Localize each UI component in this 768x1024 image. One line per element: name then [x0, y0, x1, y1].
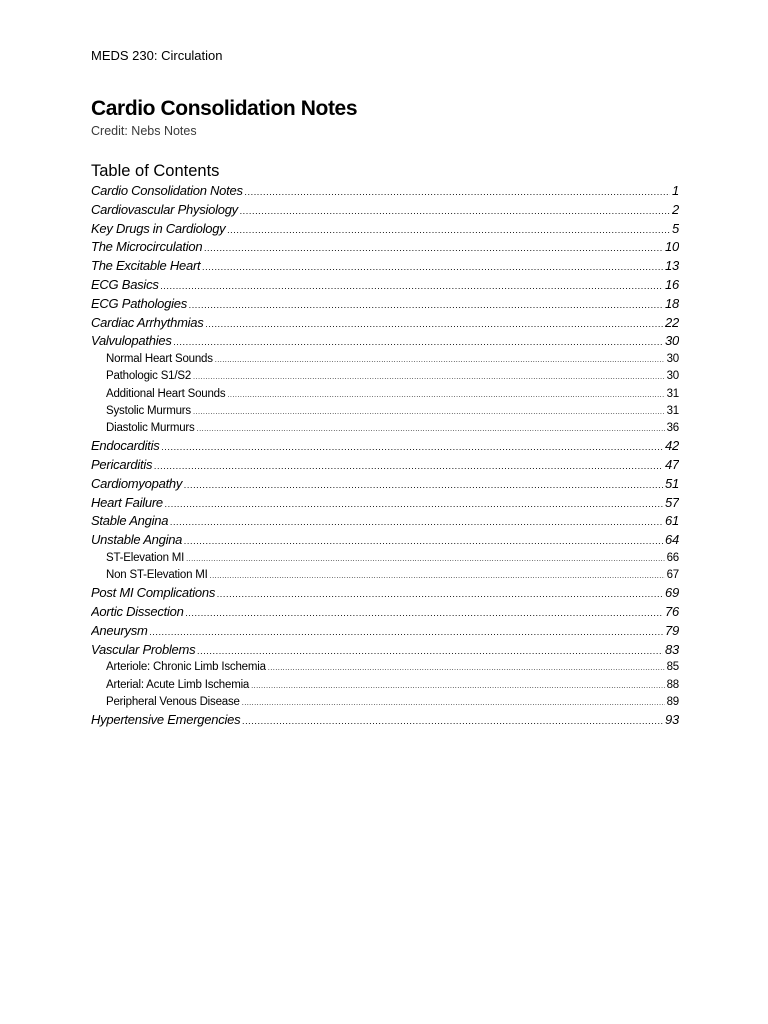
- toc-subentry[interactable]: [91, 677, 679, 694]
- dot-leader: [193, 403, 665, 420]
- toc-entry[interactable]: [91, 295, 679, 314]
- toc-entry-page-number: 30: [666, 353, 679, 366]
- dot-leader: [197, 642, 663, 660]
- toc-entry-title: Arterial: Acute Limb Ischemia: [106, 678, 250, 691]
- dot-leader: [227, 221, 670, 239]
- toc-subentry[interactable]: [91, 694, 679, 711]
- toc-subentry[interactable]: [91, 550, 679, 567]
- toc-entry-page-number: 30: [665, 333, 679, 349]
- toc-entry[interactable]: [91, 584, 679, 603]
- toc-entry-page-number: 69: [665, 585, 679, 601]
- toc-heading: Table of Contents: [91, 162, 220, 180]
- dot-leader: [245, 183, 670, 201]
- dot-leader: [161, 277, 663, 295]
- toc-subentry[interactable]: [91, 659, 679, 676]
- dot-leader: [206, 315, 664, 333]
- dot-leader: [215, 351, 665, 368]
- document-title: Cardio Consolidation Notes: [91, 97, 358, 120]
- dot-leader: [193, 368, 665, 385]
- dot-leader: [210, 567, 665, 584]
- toc-entry-page-number: 13: [665, 258, 679, 274]
- toc-entry-title: Additional Heart Sounds: [106, 387, 226, 400]
- dot-leader: [217, 585, 663, 603]
- toc-entry-title: Cardiomyopathy: [91, 475, 183, 491]
- toc-subentry[interactable]: [91, 368, 679, 385]
- toc-entry-title: Normal Heart Sounds: [106, 353, 213, 366]
- toc-entry[interactable]: [91, 437, 679, 456]
- toc-subentry[interactable]: [91, 567, 679, 584]
- toc-entry-title: Valvulopathies: [91, 333, 172, 349]
- toc-entry[interactable]: [91, 257, 679, 276]
- dot-leader: [240, 202, 670, 220]
- toc-subentry[interactable]: [91, 403, 679, 420]
- toc-entry[interactable]: [91, 332, 679, 351]
- toc-entry-title: ECG Basics: [91, 276, 159, 292]
- dot-leader: [186, 550, 664, 567]
- toc-entry-title: Endocarditis: [91, 438, 160, 454]
- toc-entry-page-number: 30: [666, 370, 679, 383]
- dot-leader: [170, 513, 663, 531]
- toc-entry-page-number: 67: [666, 569, 679, 582]
- toc-entry-page-number: 66: [666, 551, 679, 564]
- course-header: MEDS 230: Circulation: [91, 48, 223, 63]
- dot-leader: [242, 694, 665, 711]
- dot-leader: [204, 239, 663, 257]
- dot-leader: [184, 476, 663, 494]
- toc-entry-title: Post MI Complications: [91, 585, 216, 601]
- toc-entry-page-number: 10: [665, 239, 679, 255]
- toc-entry[interactable]: [91, 220, 679, 239]
- dot-leader: [202, 258, 663, 276]
- toc-entry-page-number: 93: [665, 712, 679, 728]
- toc-entry-title: Peripheral Venous Disease: [106, 695, 240, 708]
- toc-entry-page-number: 31: [666, 387, 679, 400]
- toc-entry-title: Cardiac Arrhythmias: [91, 314, 204, 330]
- toc-entry-title: Cardiovascular Physiology: [91, 201, 238, 217]
- toc-entry-page-number: 16: [665, 276, 679, 292]
- toc-entry-page-number: 88: [666, 678, 679, 691]
- dot-leader: [165, 495, 663, 513]
- dot-leader: [242, 712, 663, 730]
- toc-entry-page-number: 2: [672, 201, 679, 217]
- dot-leader: [162, 438, 663, 456]
- toc-entry-page-number: 79: [665, 622, 679, 638]
- toc-entry-title: Systolic Murmurs: [106, 404, 191, 417]
- toc-entry-page-number: 85: [666, 661, 679, 674]
- toc-entry-title: Unstable Angina: [91, 532, 183, 548]
- toc-entry-title: Aneurysm: [91, 622, 148, 638]
- toc-entry-title: Hypertensive Emergencies: [91, 712, 241, 728]
- dot-leader: [189, 296, 663, 314]
- toc-entry-title: The Excitable Heart: [91, 258, 201, 274]
- toc-entry-page-number: 51: [665, 475, 679, 491]
- toc-entry-title: Non ST-Elevation MI: [106, 569, 208, 582]
- toc-entry-page-number: 61: [665, 513, 679, 529]
- dot-leader: [154, 457, 663, 475]
- toc-entry-page-number: 36: [666, 421, 679, 434]
- toc-entry[interactable]: [91, 622, 679, 641]
- toc-entry-page-number: 64: [665, 532, 679, 548]
- toc-entry-title: The Microcirculation: [91, 239, 203, 255]
- toc-entry-title: Key Drugs in Cardiology: [91, 220, 226, 236]
- toc-entry[interactable]: [91, 276, 679, 295]
- toc-entry[interactable]: [91, 182, 679, 201]
- toc-entry-title: Vascular Problems: [91, 641, 196, 657]
- toc-entry[interactable]: [91, 603, 679, 622]
- toc-entry-title: ECG Pathologies: [91, 295, 187, 311]
- toc-entry-title: Aortic Dissection: [91, 604, 184, 620]
- toc-entry-title: Pericarditis: [91, 456, 153, 472]
- toc-entry[interactable]: [91, 531, 679, 550]
- dot-leader: [197, 420, 665, 437]
- dot-leader: [150, 623, 664, 641]
- table-of-contents: [91, 182, 679, 730]
- toc-entry-page-number: 76: [665, 604, 679, 620]
- dot-leader: [227, 386, 664, 403]
- toc-entry-page-number: 5: [672, 220, 679, 236]
- toc-entry-page-number: 42: [665, 438, 679, 454]
- toc-entry-title: Diastolic Murmurs: [106, 421, 195, 434]
- toc-entry-page-number: 18: [665, 295, 679, 311]
- toc-entry-page-number: 1: [672, 183, 679, 198]
- dot-leader: [174, 333, 663, 351]
- toc-entry-page-number: 83: [665, 641, 679, 657]
- dot-leader: [186, 604, 663, 622]
- toc-entry-title: Arteriole: Chronic Limb Ischemia: [106, 661, 266, 674]
- toc-entry[interactable]: [91, 475, 679, 494]
- toc-entry-title: Heart Failure: [91, 494, 163, 510]
- toc-subentry[interactable]: [91, 386, 679, 403]
- toc-entry[interactable]: [91, 201, 679, 220]
- toc-subentry[interactable]: [91, 420, 679, 437]
- toc-entry[interactable]: [91, 641, 679, 660]
- toc-entry[interactable]: [91, 711, 679, 730]
- toc-entry-title: Stable Angina: [91, 513, 169, 529]
- toc-entry-title: Cardio Consolidation Notes: [91, 183, 243, 198]
- dot-leader: [251, 677, 664, 694]
- toc-entry-page-number: 89: [666, 695, 679, 708]
- toc-entry[interactable]: [91, 512, 679, 531]
- dot-leader: [184, 532, 663, 550]
- toc-entry-page-number: 22: [665, 314, 679, 330]
- toc-entry-page-number: 31: [666, 404, 679, 417]
- dot-leader: [268, 659, 665, 676]
- toc-entry-page-number: 47: [665, 456, 679, 472]
- toc-entry[interactable]: [91, 314, 679, 333]
- toc-entry[interactable]: [91, 456, 679, 475]
- toc-entry-page-number: 57: [665, 494, 679, 510]
- toc-entry-title: ST-Elevation MI: [106, 551, 185, 564]
- toc-entry[interactable]: [91, 494, 679, 513]
- toc-entry-title: Pathologic S1/S2: [106, 370, 192, 383]
- toc-entry[interactable]: [91, 238, 679, 257]
- document-credit: Credit: Nebs Notes: [91, 124, 197, 138]
- toc-subentry[interactable]: [91, 351, 679, 368]
